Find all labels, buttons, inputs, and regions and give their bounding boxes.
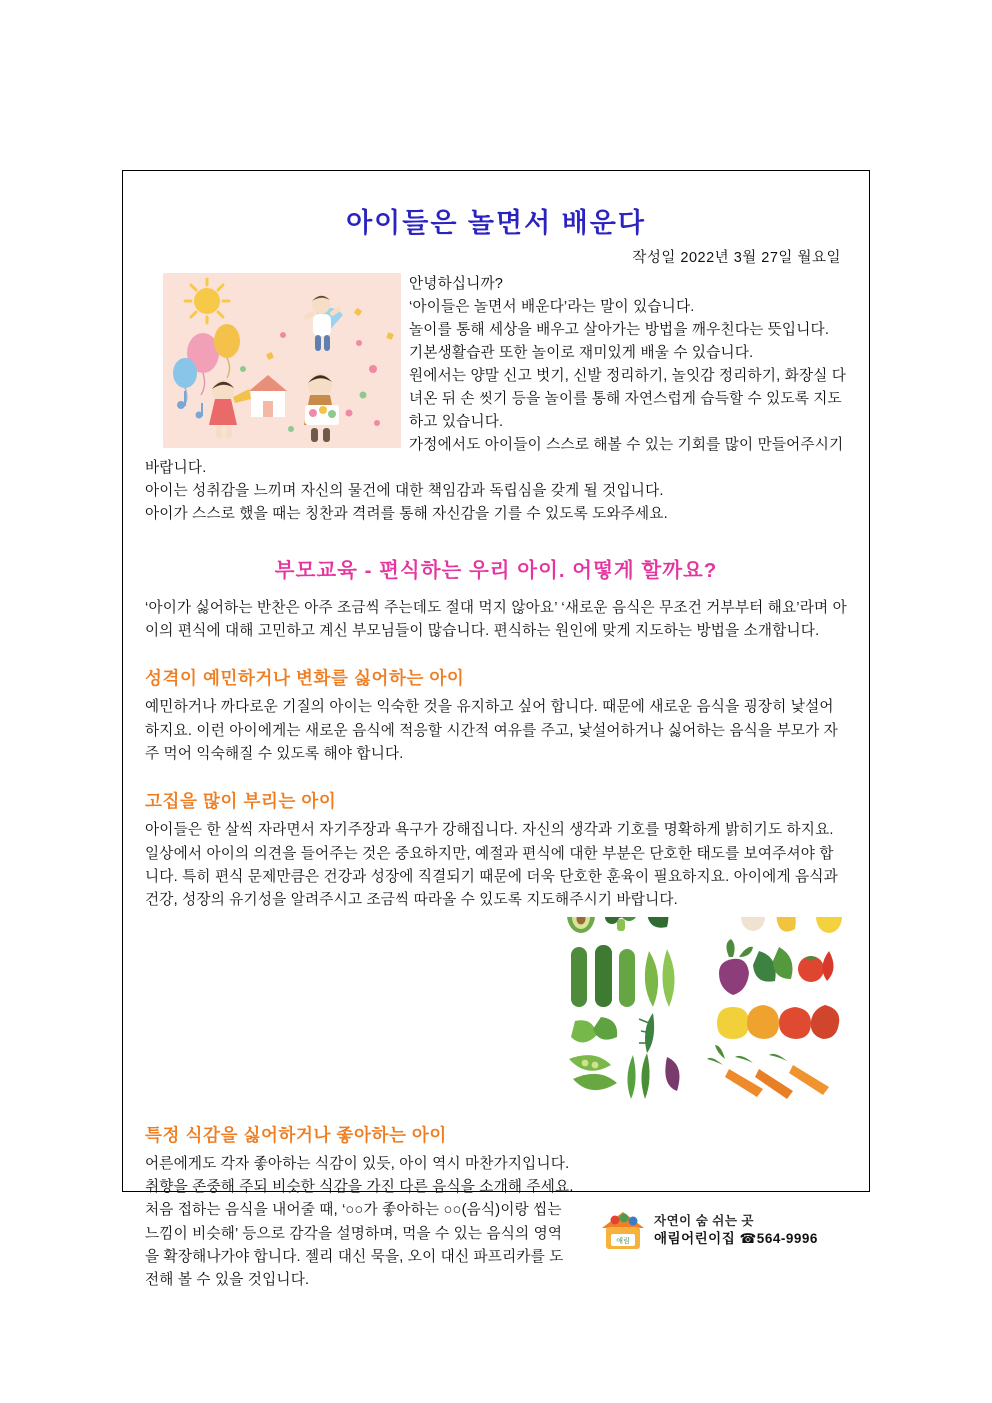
intro-line-3: 놀이를 통해 세상을 배우고 살아가는 방법을 깨우친다는 뜻입니다. — [409, 322, 830, 339]
parent-education-heading: 부모교육 - 편식하는 우리 아이. 어떻게 할까요? — [274, 558, 718, 582]
intro-line-7: 아이는 성취감을 느끼며 자신의 물건에 대한 책임감과 독립심을 갖게 될 것입니다. — [145, 483, 664, 500]
section-body-sensitive-child: 예민하거나 까다로운 기질의 아이는 익숙한 것을 유지하고 싶어 합니다. 때문에 새로운 음식을 굉장히 낯설어하지요. 이런 아이에게는 새로운 음식에 적응할 시간적 여유를 주고, 낯설어하거나 싫어하는 음식을 부모가 자주 먹어 익숙해질 수 있도록 해야 합니다. — [145, 699, 838, 762]
texture-section-text — [145, 1108, 575, 1297]
intro-block — [145, 271, 847, 527]
section-heading-sensitive-child: 성격이 예민하거나 변화를 싫어하는 아이 — [145, 668, 465, 689]
intro-line-5: 원에서는 양말 신고 벗기, 신발 정리하기, 놀잇감 정리하기, 화장실 다녀온 뒤 손 씻기 등을 놀이를 통해 자연스럽게 습득할 수 있도록 지도하고 있습니다. — [409, 368, 847, 431]
vegetables-illustration-image — [557, 917, 847, 1108]
section-heading-stubborn-child: 고집을 많이 부리는 아이 — [145, 791, 337, 812]
section-body-texture-preference: 어른에게도 각자 좋아하는 식감이 있듯, 아이 역시 마찬가지입니다. 취향을 존중해 주되 비슷한 식감을 가진 다른 음식을 소개해 주세요. 처음 접하는 음식을 내어줄 때, ‘○○가 좋아하는 ○○(음식)이랑 씹는 느낌이 비슷해’ 등으로 감각을 설명하며, 먹을 수 있는 음식의 영역을 확장해나가야 합니다. 젤리 대신 묵을, 오이 대신 파프리카를 도전해 볼 수 있을 것입니다. — [145, 1155, 574, 1289]
document-date: 작성일 2022년 3월 27일 월요일 — [632, 250, 841, 266]
footer-branding — [600, 1210, 880, 1252]
footer-center-name-phone: 애림어린이집 ☎564-9996 — [654, 1231, 818, 1247]
daycare-logo-icon — [600, 1210, 646, 1252]
section-heading-texture-preference: 특정 식감을 싫어하거나 좋아하는 아이 — [145, 1124, 447, 1145]
intro-line-2: ‘아이들은 놀면서 배운다’라는 말이 있습니다. — [409, 299, 695, 316]
intro-line-6: 가정에서도 아이들이 스스로 해볼 수 있는 기회를 많이 만들어주시기 바랍니다. — [145, 437, 844, 477]
intro-line-1: 안녕하십니까? — [409, 276, 504, 292]
parent-education-lead: ‘아이가 싫어하는 반찬은 아주 조금씩 주는데도 절대 먹지 않아요’ ‘새로운 음식은 무조건 거부부터 해요’라며 아이의 편식에 대해 고민하고 계신 부모님들이 많습니다. 편식하는 원인에 맞게 지도하는 방법을 소개합니다. — [145, 599, 847, 639]
footer-tagline: 자연이 숨 쉬는 곳 — [654, 1214, 754, 1229]
children-playing-illustration-image — [163, 273, 401, 448]
svg-text:애림: 애림 — [616, 1237, 630, 1245]
section-body-stubborn-child: 아이들은 한 살씩 자라면서 자기주장과 욕구가 강해집니다. 자신의 생각과 기호를 명확하게 밝히기도 하지요. 일상에서 아이의 의견을 들어주는 것은 중요하지만, 예절과 편식에 대한 부분은 단호한 태도를 보여주셔야 합니다. 특히 편식 문제만큼은 건강과 성장에 직결되기 때문에 더욱 단호한 훈육이 필요하지요. 아이에게 음식과 건강, 성장의 유기성을 알려주시고 조금씩 따라올 수 있도록 지도해주시기 바랍니다. — [145, 822, 838, 909]
intro-line-8: 아이가 스스로 했을 때는 칭찬과 격려를 통해 자신감을 기를 수 있도록 도와주세요. — [145, 506, 668, 523]
intro-line-4: 기본생활습관 또한 놀이로 재미있게 배울 수 있습니다. — [409, 345, 754, 362]
footer-text — [654, 1213, 818, 1248]
page-title: 아이들은 놀면서 배운다 — [346, 208, 646, 238]
